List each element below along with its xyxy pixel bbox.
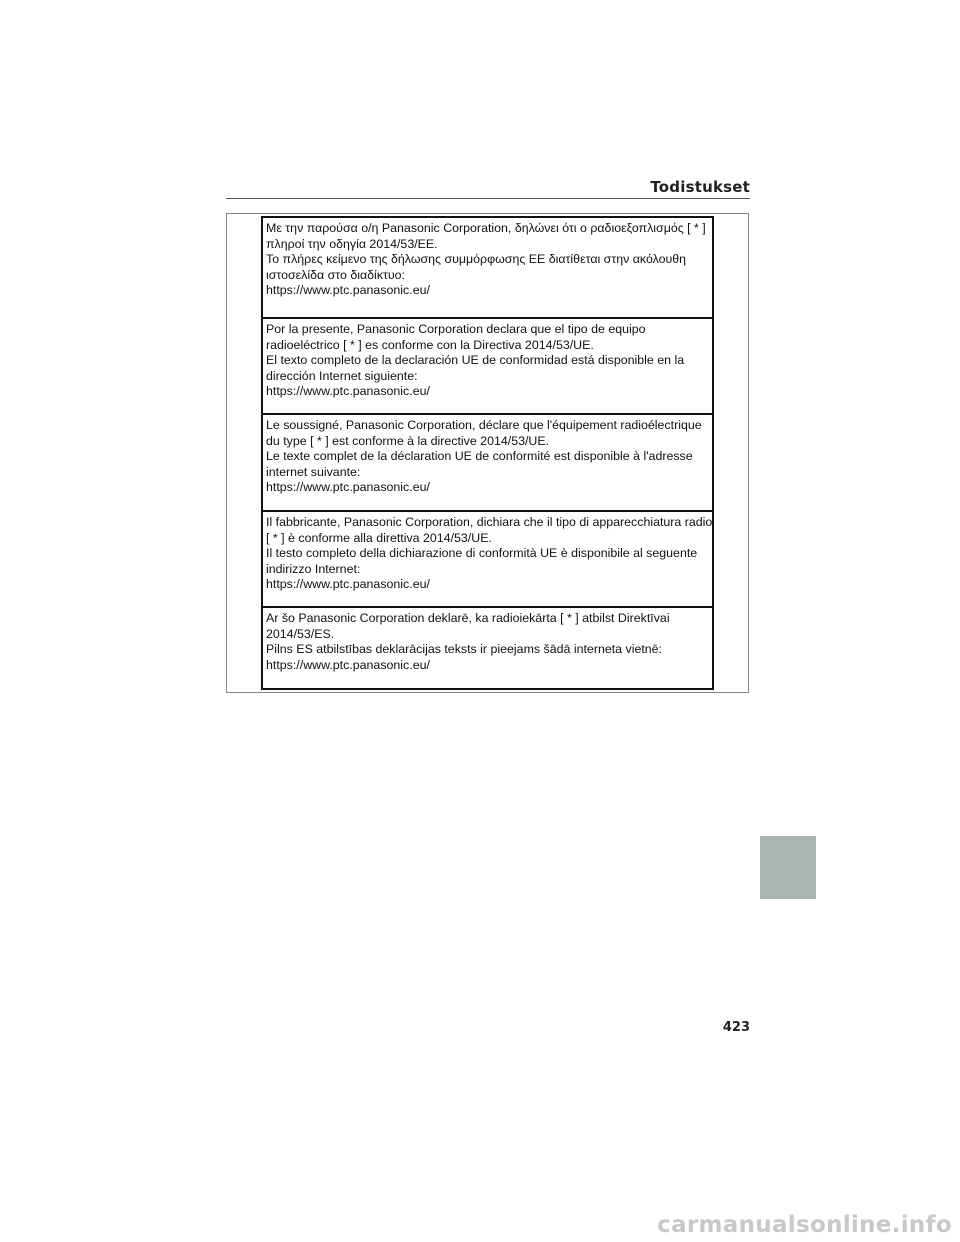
declaration-cell-latvian [263,608,712,688]
page-number: 423 [722,1020,750,1035]
declaration-line: Το πλήρες κείμενο της δήλωσης συμμόρφωσης ΕΕ διατίθεται στην ακόλουθη [266,252,687,267]
header-rule [226,198,750,199]
declaration-table [261,216,714,690]
declaration-line: du type [ * ] est conforme à la directive 2014/53/UE. [266,433,550,448]
declaration-url: https://www.ptc.panasonic.eu/ [266,657,430,672]
declaration-line: Il testo completo della dichiarazione di conformità UE è disponibile al seguente [266,546,698,561]
declaration-line: Με την παρούσα ο/η Panasonic Corporation, δηλώνει ότι ο ραδιοεξοπλισμός [ * ] [266,221,706,235]
declaration-url: https://www.ptc.panasonic.eu/ [266,480,430,495]
declaration-line: Le soussigné, Panasonic Corporation, déclare que l'équipement radioélectrique [266,418,702,432]
declaration-line: πληροί την οδηγία 2014/53/ΕΕ. [266,236,438,251]
declaration-line: indirizzo Internet: [266,561,361,576]
declaration-line: El texto completo de la declaración UE de conformidad está disponible en la [266,353,685,368]
declaration-cell-spanish [263,319,712,415]
declaration-line: [ * ] è conforme alla direttiva 2014/53/UE. [266,530,492,545]
side-tab [760,836,816,899]
declaration-line: Pilns ES atbilstības deklarācijas teksts ir pieejams šādā interneta vietnē: [266,642,663,657]
declaration-line: Le texte complet de la déclaration UE de conformité est disponible à l'adresse [266,449,693,464]
declaration-line: 2014/53/ES. [266,626,335,641]
declaration-url: https://www.ptc.panasonic.eu/ [266,384,430,399]
declaration-line: ιστοσελίδα στο διαδίκτυο: [266,267,405,282]
declaration-line: radioeléctrico [ * ] es conforme con la Directiva 2014/53/UE. [266,337,594,352]
declaration-line: Por la presente, Panasonic Corporation declara que el tipo de equipo [266,322,646,336]
watermark: carmanualsonline.info [657,1212,952,1238]
declaration-cell-italian [263,512,712,608]
section-title: Todistukset [650,178,750,196]
declaration-line: dirección Internet siguiente: [266,368,418,383]
declaration-line: Ar šo Panasonic Corporation deklarē, ka radioiekārta [ * ] atbilst Direktīvai [266,611,670,625]
declaration-url: https://www.ptc.panasonic.eu/ [266,283,430,298]
declaration-cell-greek [263,218,712,319]
declaration-url: https://www.ptc.panasonic.eu/ [266,577,430,592]
declaration-line: internet suivante: [266,464,361,479]
declaration-line: Il fabbricante, Panasonic Corporation, dichiara che il tipo di apparecchiatura radio [266,515,713,529]
declaration-cell-french [263,415,712,512]
